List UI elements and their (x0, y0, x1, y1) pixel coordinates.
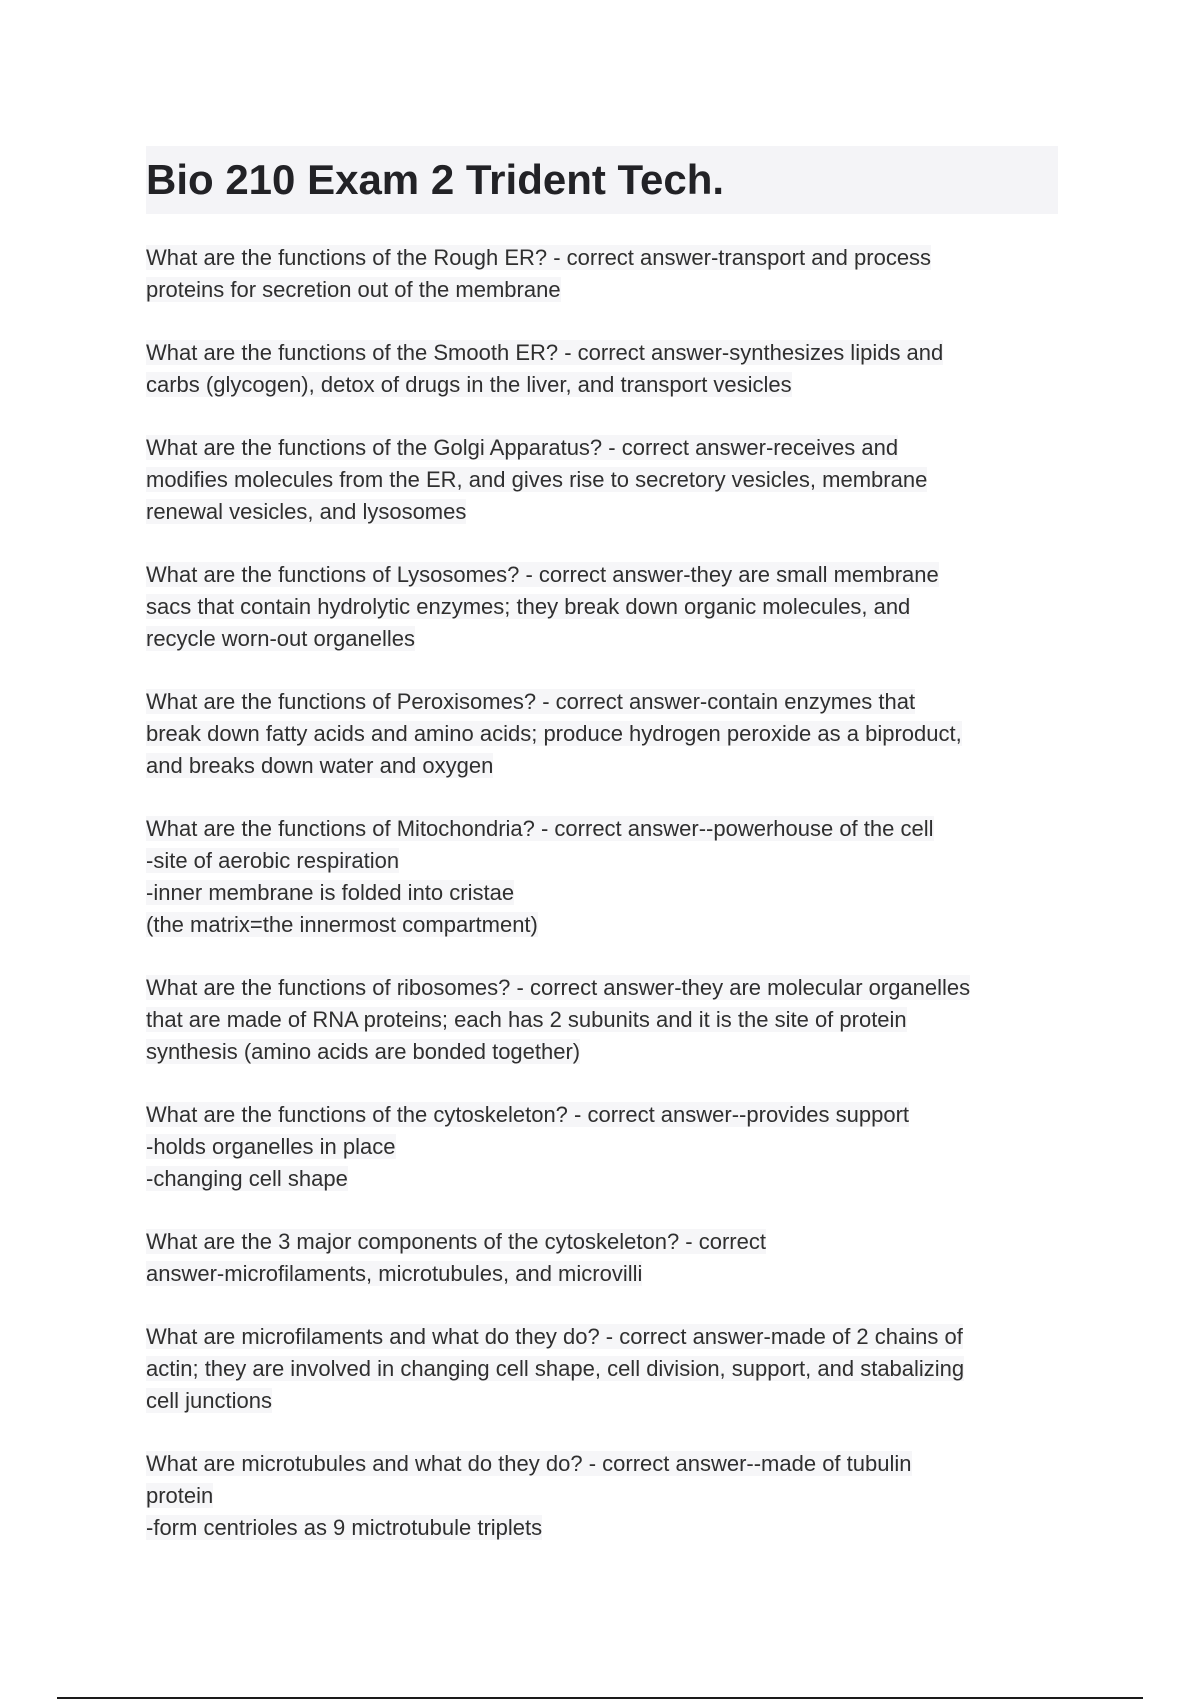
qa-line (146, 972, 1076, 1004)
qa-line-text: What are the functions of the Smooth ER? - correct answer-synthesizes lipids and (146, 340, 944, 365)
qa-line-text: that are made of RNA proteins; each has 2 subunits and it is the site of protein (146, 1007, 907, 1032)
qa-entry (146, 1099, 1076, 1195)
qa-entry (146, 337, 1076, 401)
qa-line (146, 1099, 1076, 1131)
qa-line-text: proteins for secretion out of the membrane (146, 277, 561, 302)
qa-line (146, 1036, 1076, 1068)
qa-entry (146, 559, 1076, 655)
qa-line (146, 1385, 1076, 1417)
qa-line (146, 337, 1076, 369)
qa-line (146, 750, 1076, 782)
qa-line-text: sacs that contain hydrolytic enzymes; they break down organic molecules, and (146, 594, 911, 619)
qa-line-text: What are microfilaments and what do they do? - correct answer-made of 2 chains of (146, 1324, 963, 1349)
qa-line-text: What are the functions of Mitochondria? - correct answer--powerhouse of the cell (146, 816, 934, 841)
qa-line (146, 1258, 1076, 1290)
qa-line-text: break down fatty acids and amino acids; produce hydrogen peroxide as a biproduct, (146, 721, 962, 746)
qa-line-text: What are microtubules and what do they do? - correct answer--made of tubulin (146, 1451, 912, 1476)
qa-line-text: renewal vesicles, and lysosomes (146, 499, 467, 524)
qa-line (146, 1226, 1076, 1258)
qa-line (146, 591, 1076, 623)
qa-line-text: What are the functions of ribosomes? - correct answer-they are molecular organelles (146, 975, 971, 1000)
qa-line (146, 1163, 1076, 1195)
qa-line (146, 686, 1076, 718)
qa-line-text: recycle worn-out organelles (146, 626, 416, 651)
qa-line (146, 1448, 1076, 1480)
qa-line (146, 1512, 1076, 1544)
qa-entry (146, 972, 1076, 1068)
qa-line (146, 369, 1076, 401)
qa-line-text: carbs (glycogen), detox of drugs in the liver, and transport vesicles (146, 372, 792, 397)
qa-line (146, 559, 1076, 591)
qa-entry (146, 1448, 1076, 1544)
qa-line-text: -site of aerobic respiration (146, 848, 400, 873)
qa-line (146, 1353, 1076, 1385)
document-title: Bio 210 Exam 2 Trident Tech. (146, 156, 725, 203)
qa-line (146, 242, 1076, 274)
qa-line-text: What are the functions of Lysosomes? - correct answer-they are small membrane (146, 562, 939, 587)
qa-line-text: -changing cell shape (146, 1166, 348, 1191)
qa-line (146, 274, 1076, 306)
qa-line-text: modifies molecules from the ER, and gives rise to secretory vesicles, membrane (146, 467, 928, 492)
qa-line-text: synthesis (amino acids are bonded together) (146, 1039, 581, 1064)
qa-line (146, 1131, 1076, 1163)
qa-line-text: protein (146, 1483, 214, 1508)
qa-line-text: What are the functions of the Rough ER? - correct answer-transport and process (146, 245, 932, 270)
qa-line-text: What are the functions of Peroxisomes? - correct answer-contain enzymes that (146, 689, 916, 714)
qa-line-text: What are the functions of the cytoskeleton? - correct answer--provides support (146, 1102, 910, 1127)
qa-line (146, 1480, 1076, 1512)
qa-line (146, 1321, 1076, 1353)
qa-line-text: -holds organelles in place (146, 1134, 396, 1159)
qa-line (146, 909, 1076, 941)
qa-line-text: (the matrix=the innermost compartment) (146, 912, 538, 937)
qa-line (146, 718, 1076, 750)
qa-line (146, 464, 1076, 496)
footer-divider (57, 1697, 1143, 1699)
qa-line (146, 496, 1076, 528)
qa-entry (146, 813, 1076, 941)
qa-line-text: -inner membrane is folded into cristae (146, 880, 515, 905)
qa-line (146, 813, 1076, 845)
qa-line (146, 1004, 1076, 1036)
qa-line (146, 432, 1076, 464)
qa-line-text: What are the 3 major components of the cytoskeleton? - correct (146, 1229, 766, 1254)
qa-list (146, 242, 1076, 1575)
qa-line (146, 845, 1076, 877)
qa-line-text: answer-microfilaments, microtubules, and microvilli (146, 1261, 643, 1286)
qa-entry (146, 432, 1076, 528)
qa-entry (146, 686, 1076, 782)
qa-entry (146, 242, 1076, 306)
qa-line (146, 877, 1076, 909)
title-bar (146, 146, 1058, 214)
qa-entry (146, 1321, 1076, 1417)
qa-line-text: actin; they are involved in changing cell shape, cell division, support, and stabalizing (146, 1356, 965, 1381)
qa-line-text: -form centrioles as 9 mictrotubule triplets (146, 1515, 543, 1540)
qa-line-text: and breaks down water and oxygen (146, 753, 494, 778)
qa-line (146, 623, 1076, 655)
qa-entry (146, 1226, 1076, 1290)
qa-line-text: What are the functions of the Golgi Apparatus? - correct answer-receives and (146, 435, 899, 460)
qa-line-text: cell junctions (146, 1388, 272, 1413)
